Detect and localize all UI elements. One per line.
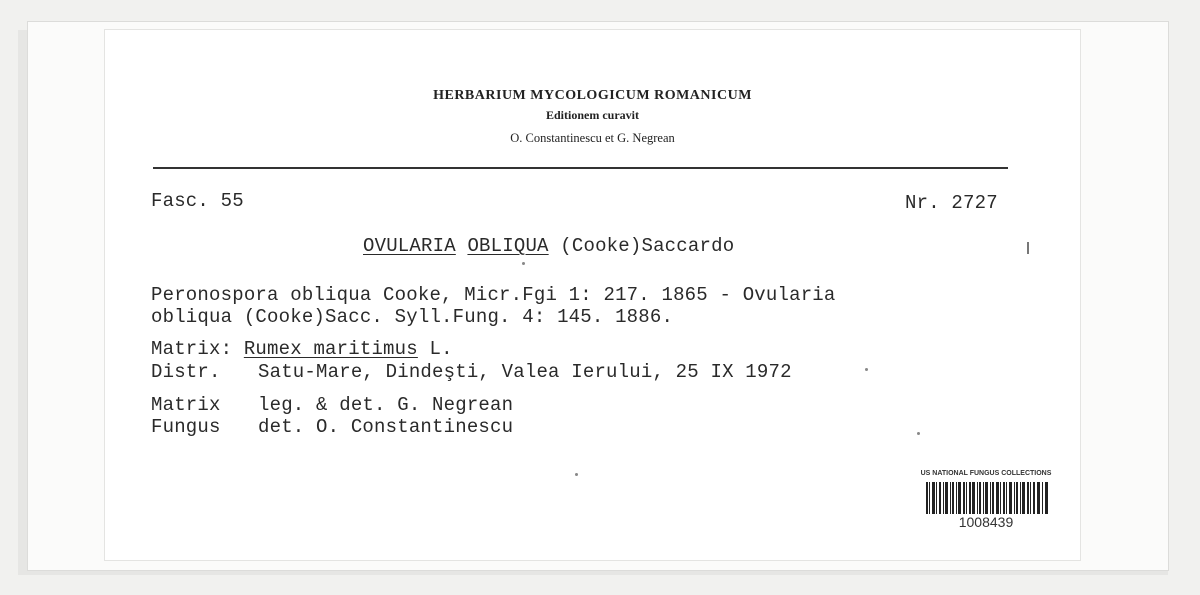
matrix-label: Matrix: [151,338,233,360]
determiner-row [151,416,514,438]
collector-text: leg. & det. G. Negrean [258,394,514,416]
collector-row [151,394,514,416]
editors: O. Constantinescu et G. Negrean [510,131,675,145]
genus: OVULARIA [363,235,456,257]
synonymy-line-1: Peronospora obliqua Cooke, Micr.Fgi 1: 217. 1865 - Ovularia [151,284,836,306]
speck [865,368,868,371]
fascicle: Fasc. 55 [151,190,244,212]
barcode-icon [926,482,1048,514]
margin-mark [1027,242,1029,254]
barcode-number: 1008439 [958,514,1014,530]
specimen-number: Nr. 2727 [905,192,998,214]
distribution-label: Distr. [151,361,221,383]
synonymy-line-2: obliqua (Cooke)Sacc. Syll.Fung. 4: 145. 1886. [151,306,674,328]
speck [575,473,578,476]
collector-label: Matrix [151,394,221,416]
epithet: OBLIQUA [467,235,549,257]
determiner-text: det. O. Constantinescu [258,416,514,438]
distribution-text: Satu-Mare, Dindeşti, Valea Ierului, 25 IX 1972 [258,361,792,383]
barcode-label [912,468,1060,534]
host-name: Rumex maritimus [243,338,418,360]
speck [917,432,920,435]
matrix-row [151,338,453,360]
editorial-note: Editionem curavit [546,108,639,122]
species-author: (Cooke)Saccardo [560,235,735,257]
species-name [363,235,734,257]
determiner-label: Fungus [151,416,221,438]
header-rule [153,167,1008,169]
herbarium-title: HERBARIUM MYCOLOGICUM ROMANICUM [433,88,752,103]
distribution-row [151,361,792,383]
speck [522,262,525,265]
barcode-caption: US NATIONAL FUNGUS COLLECTIONS [920,470,1052,477]
label-header [105,88,1080,146]
host-author: L. [429,338,453,360]
